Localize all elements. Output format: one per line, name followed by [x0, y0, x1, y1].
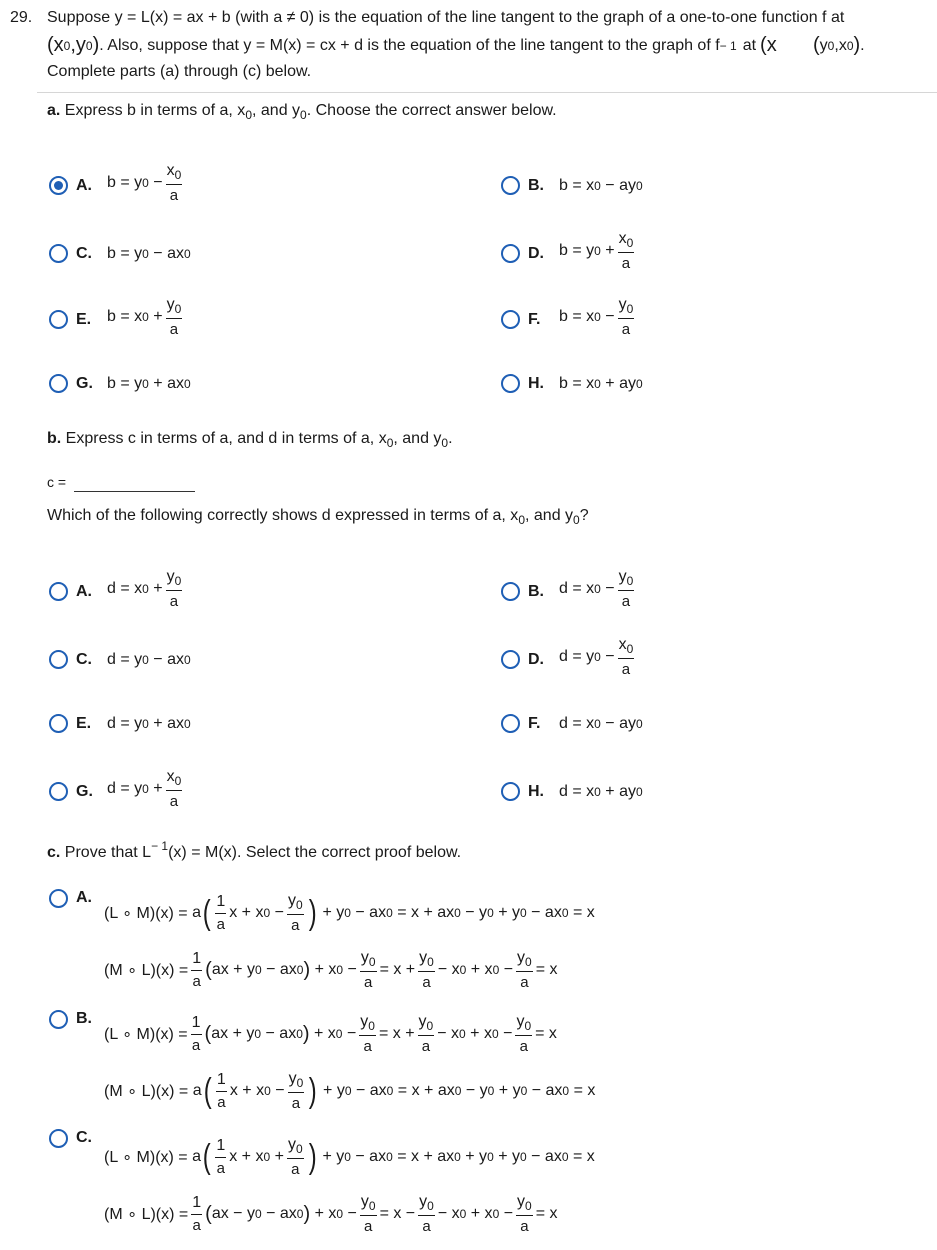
part-b-option-e-label: E.	[76, 715, 92, 732]
part-a-option-c-expr: b = y 0 − ax 0	[107, 245, 191, 262]
part-b-option-b-radio[interactable]	[501, 582, 520, 601]
part-b-option-g-expr: d = y 0 + $\frac{x_0}{a}$	[107, 768, 182, 810]
part-a-option-f-radio[interactable]	[501, 310, 520, 329]
part-b-option-g-label: G.	[76, 783, 93, 800]
part-a-option-g-expr: b = y 0 + ax 0	[107, 375, 191, 392]
part-a-prompt: a. Express b in terms of a, $x_0$, and $y_0$. Choose the correct answer below.	[47, 102, 557, 122]
part-a-option-d-radio[interactable]	[501, 244, 520, 263]
part-b-option-c-expr: d = y 0 − ax 0	[107, 651, 191, 668]
part-a-option-f-label: F.	[528, 311, 541, 328]
part-b-option-a-radio[interactable]	[49, 582, 68, 601]
part-c-option-a-line2: (M ∘ L)(x) = $\frac{1}{a}$ ( ax + y 0 − ax 0 ) + x 0 − $\frac{y_0}{a}$ = x + $\frac{y_0}{a}$ − x 0 + x 0 − $\frac{y_0}{a}$ = x	[104, 949, 558, 991]
part-b-option-d-radio[interactable]	[501, 650, 520, 669]
part-b-option-d-expr: d = y 0 − $\frac{x_0}{a}$	[559, 636, 634, 678]
part-c-option-b-radio[interactable]	[49, 1010, 68, 1029]
part-c-option-b-line1: (L ∘ M)(x) = $\frac{1}{a}$ ( ax + y 0 − ax 0 ) + x 0 − $\frac{y_0}{a}$ = x + $\frac{y_0}{a}$ − x 0 + x 0 − $\frac{y_0}{a}$ = x	[104, 1013, 557, 1055]
part-c-option-b-label: B.	[76, 1010, 92, 1027]
c-answer-label: c =	[47, 474, 67, 490]
question-stem-line3: Complete parts (a) through (c) below.	[47, 63, 312, 80]
part-b-option-f-label: F.	[528, 715, 541, 732]
part-a-option-g-radio[interactable]	[49, 374, 68, 393]
part-b-prompt: b. Express c in terms of a, and d in terms of a, $x_0$, and $y_0$.	[47, 430, 453, 450]
part-b-option-h-radio[interactable]	[501, 782, 520, 801]
part-b-option-h-label: H.	[528, 783, 544, 800]
part-b-option-g-radio[interactable]	[49, 782, 68, 801]
c-answer-input[interactable]	[74, 476, 195, 492]
part-a-option-h-label: H.	[528, 375, 544, 392]
part-a-option-h-radio[interactable]	[501, 374, 520, 393]
part-a-option-h-expr: b = x 0 + ay 0	[559, 375, 643, 392]
part-b-option-b-label: B.	[528, 583, 544, 600]
part-b-option-e-radio[interactable]	[49, 714, 68, 733]
part-b-option-f-radio[interactable]	[501, 714, 520, 733]
part-a-option-e-radio[interactable]	[49, 310, 68, 329]
part-c-option-c-label: C.	[76, 1129, 92, 1146]
question-stem-line2: (x 0 ,y 0 ) . Also, suppose that y = M(x) = cx + d is the equation of the line tangent to the graph of f − 1 at (x	[47, 34, 777, 56]
part-b-option-h-expr: d = x 0 + ay 0	[559, 783, 643, 800]
part-c-option-b-line2: (M ∘ L)(x) = a ( $\frac{1}{a}$ x + x 0 − $\frac{y_0}{a}$ ) + y 0 − ax 0 = x + ax 0 − y 0 + y 0 − ax 0 = x	[104, 1070, 596, 1112]
question-stem-line1: Suppose y = L(x) = ax + b (with a ≠ 0) is the equation of the line tangent to the graph of a one-to-one function f at	[47, 9, 845, 26]
part-c-option-a-radio[interactable]	[49, 889, 68, 908]
part-b-option-c-label: C.	[76, 651, 92, 668]
part-c-option-a-line1: (L ∘ M)(x) = a ( $\frac{1}{a}$ x + x 0 − $\frac{y_0}{a}$ ) + y 0 − ax 0 = x + ax 0 − y 0 + y 0 − ax 0 = x	[104, 892, 595, 934]
part-a-option-e-label: E.	[76, 311, 92, 328]
part-b-option-b-expr: d = x 0 − $\frac{y_0}{a}$	[559, 568, 634, 610]
part-a-option-d-label: D.	[528, 245, 544, 262]
part-b-option-d-label: D.	[528, 651, 544, 668]
part-a-option-a-radio[interactable]	[49, 176, 68, 195]
part-b-option-e-expr: d = y 0 + ax 0	[107, 715, 191, 732]
header-divider	[37, 92, 937, 93]
part-c-option-a-label: A.	[76, 889, 92, 906]
part-c-prompt: c. Prove that $L^{- 1}(x) = M(x)$. Select the correct proof below.	[47, 839, 462, 861]
part-b-question2: Which of the following correctly shows d expressed in terms of a, $x_0$, and $y_0$?	[47, 507, 589, 527]
part-b-option-c-radio[interactable]	[49, 650, 68, 669]
part-a-option-a-expr: b = y 0 − $\frac{x_0}{a}$	[107, 162, 182, 204]
part-b-option-f-expr: d = x 0 − ay 0	[559, 715, 643, 732]
part-a-option-b-label: B.	[528, 177, 544, 194]
part-a-option-c-radio[interactable]	[49, 244, 68, 263]
part-a-option-b-radio[interactable]	[501, 176, 520, 195]
part-a-option-g-label: G.	[76, 375, 93, 392]
part-a-option-d-expr: b = y 0 + $\frac{x_0}{a}$	[559, 230, 634, 272]
part-c-option-c-radio[interactable]	[49, 1129, 68, 1148]
part-c-option-c-line1: (L ∘ M)(x) = a ( $\frac{1}{a}$ x + x 0 + $\frac{y_0}{a}$ ) + y 0 − ax 0 = x + ax 0 + y 0 + y 0 − ax 0 = x	[104, 1136, 595, 1178]
part-b-option-a-expr: d = x 0 + $\frac{y_0}{a}$	[107, 568, 182, 610]
part-a-option-a-label: A.	[76, 177, 92, 194]
part-a-option-b-expr: b = x 0 − ay 0	[559, 177, 643, 194]
question-number: 29.	[10, 9, 33, 26]
part-c-option-c-line2: (M ∘ L)(x) = $\frac{1}{a}$ ( ax − y 0 − ax 0 ) + x 0 − $\frac{y_0}{a}$ = x − $\frac{y_0}{a}$ − x 0 + x 0 − $\frac{y_0}{a}$ = x	[104, 1193, 558, 1235]
part-b-option-a-label: A.	[76, 583, 92, 600]
part-a-option-f-expr: b = x 0 − $\frac{y_0}{a}$	[559, 296, 634, 338]
part-a-option-c-label: C.	[76, 245, 92, 262]
part-a-option-e-expr: b = x 0 + $\frac{y_0}{a}$	[107, 296, 182, 338]
stem-point-y0x0: ( y 0 , x 0 ) .	[813, 34, 865, 56]
